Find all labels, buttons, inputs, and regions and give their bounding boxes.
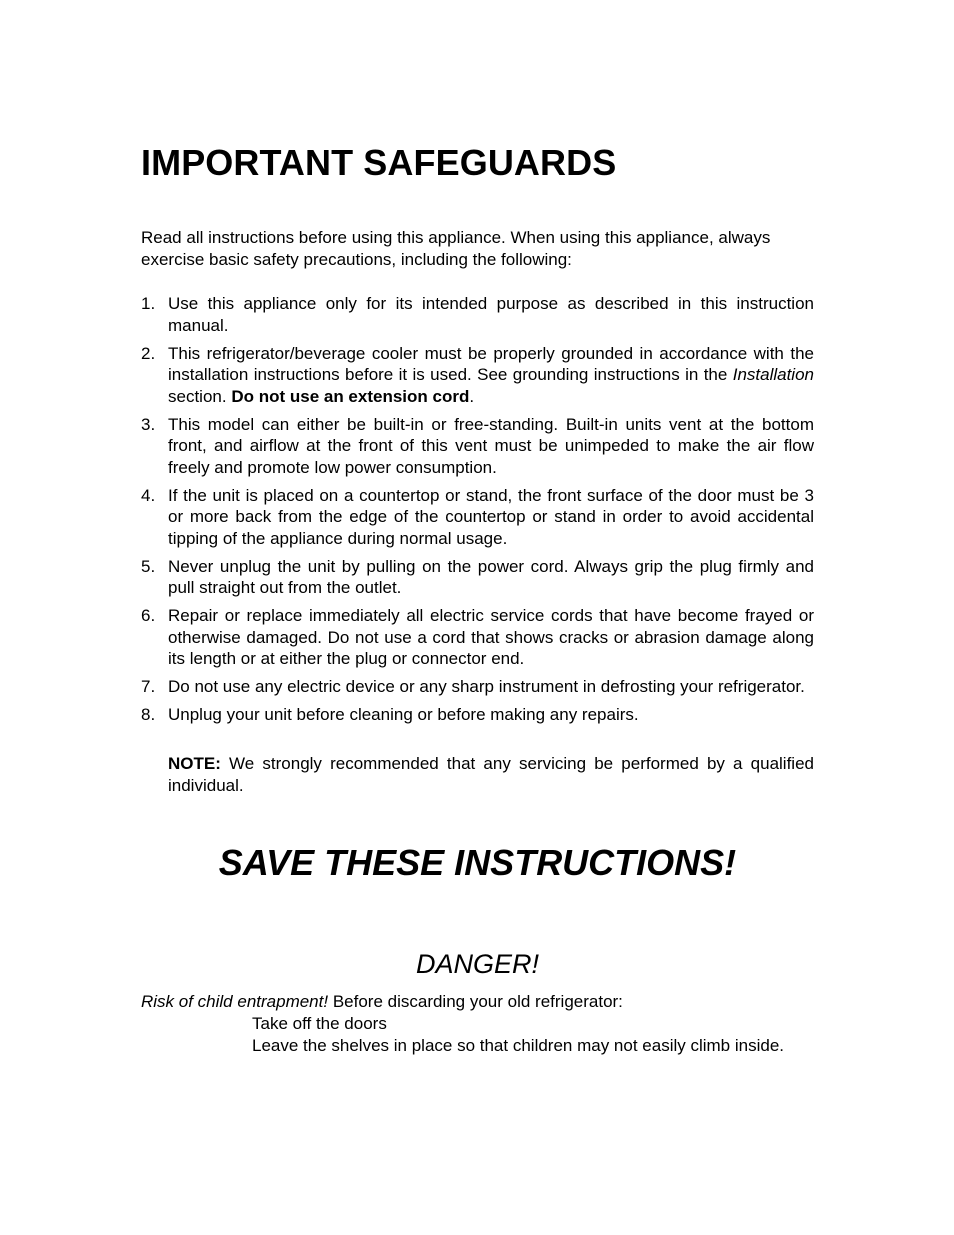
list-item xyxy=(141,605,814,670)
item-text: This refrigerator/beverage cooler must be properly grounded in accordance with the installation instructions before it is used. See grounding instructions in the xyxy=(168,343,814,384)
item-number: 4. xyxy=(141,485,156,505)
list-item xyxy=(141,485,814,550)
list-item xyxy=(141,556,814,599)
extension-cord-warning: Do not use an extension cord xyxy=(231,386,470,406)
item-number: 2. xyxy=(141,343,156,363)
list-item: Take off the doors xyxy=(252,1014,387,1033)
installation-reference: Installation xyxy=(732,365,814,384)
service-note xyxy=(168,753,814,796)
risk-label: Risk of child entrapment! xyxy=(141,992,329,1011)
child-entrapment-warning xyxy=(141,991,814,1013)
item-text: If the unit is placed on a countertop or stand, the front surface of the door must be 3 or more back from the edge of the countertop or stand in order to avoid accidental tipping of the appliance during normal usage. xyxy=(168,485,814,548)
list-item: Leave the shelves in place so that children may not easily climb inside. xyxy=(252,1035,785,1055)
item-text: section. xyxy=(168,386,232,406)
item-text: . xyxy=(469,386,475,406)
item-number: 5. xyxy=(141,556,156,576)
item-number: 7. xyxy=(141,677,156,696)
item-number: 1. xyxy=(141,294,156,313)
item-text: Repair or replace immediately all electric service cords that have become frayed or otherwise damaged. Do not use a cord that shows cracks or abrasion damage along its length or at either the plug or connector end. xyxy=(168,606,814,668)
intro-paragraph: Read all instructions before using this appliance. When using this appliance, always exercise basic safety precautions, including the following: xyxy=(141,228,771,269)
item-number: 3. xyxy=(141,414,156,434)
item-text: Do not use any electric device or any sharp instrument in defrosting your refrigerator. xyxy=(168,677,805,696)
note-text: We strongly recommended that any servicing be performed by a qualified individual. xyxy=(168,754,814,795)
note-label: NOTE: xyxy=(168,754,221,773)
safeguards-list xyxy=(141,293,814,732)
list-item xyxy=(141,343,814,408)
list-item xyxy=(141,414,814,479)
list-item xyxy=(141,676,814,698)
page-title: IMPORTANT SAFEGUARDS xyxy=(141,142,617,183)
item-number: 8. xyxy=(141,705,156,724)
discard-steps xyxy=(252,1013,792,1056)
list-item xyxy=(141,293,814,336)
item-text: Use this appliance only for its intended purpose as described in this instruction manual. xyxy=(168,294,814,335)
item-text: Unplug your unit before cleaning or before making any repairs. xyxy=(168,705,639,724)
risk-text: Before discarding your old refrigerator: xyxy=(328,992,623,1011)
danger-heading: DANGER! xyxy=(415,949,540,979)
item-number: 6. xyxy=(141,606,156,625)
item-text: Never unplug the unit by pulling on the power cord. Always grip the plug firmly and pull straight out from the outlet. xyxy=(168,556,814,597)
list-item xyxy=(141,704,814,726)
item-text: This model can either be built-in or free-standing. Built-in units vent at the bottom front, and airflow at the front of this vent must be unimpeded to make the air flow freely and promote low power consumption. xyxy=(168,414,814,477)
save-instructions-heading: SAVE THESE INSTRUCTIONS! xyxy=(218,842,737,883)
